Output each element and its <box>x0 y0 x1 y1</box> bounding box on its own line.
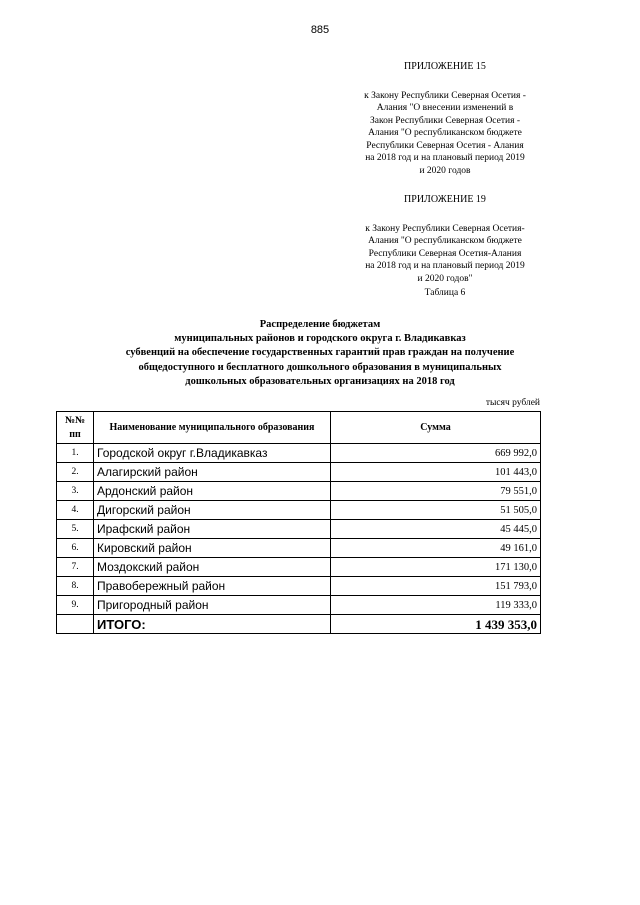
total-num-cell <box>57 615 94 634</box>
appendix-18-header <box>340 61 550 177</box>
row-name: Ардонский район <box>94 482 331 501</box>
appendix-line: Республики Северная Осетия - Алания <box>366 140 524 151</box>
appendix-heading: ПРИЛОЖЕНИЕ 19 <box>404 194 486 205</box>
table-header-row <box>57 412 541 444</box>
table-row <box>57 444 541 463</box>
distribution-table <box>56 411 541 634</box>
appendix-line: и 2020 годов <box>419 165 471 176</box>
table-row <box>57 539 541 558</box>
row-name: Городской округ г.Владикавказ <box>94 444 331 463</box>
row-name: Алагирский район <box>94 463 331 482</box>
units-label: тысяч рублей <box>485 398 540 408</box>
total-row <box>57 615 541 634</box>
appendix-line: Алания "О внесении изменений в <box>376 103 514 113</box>
appendix-line: Алания "О республиканском бюджете <box>368 236 522 246</box>
row-name: Моздокский район <box>94 558 331 577</box>
header-sum: Сумма <box>331 412 541 444</box>
row-num: 8. <box>57 577 94 596</box>
row-name: Дигорский район <box>94 501 331 520</box>
appendix-line: на 2018 год и на плановый период 2019 <box>365 153 525 163</box>
table-row <box>57 577 541 596</box>
row-num: 9. <box>57 596 94 615</box>
title-line: дошкольных образовательных организациях на 2018 год <box>185 375 455 387</box>
table-label: Таблица 6 <box>424 288 466 298</box>
row-sum: 45 445,0 <box>331 520 541 539</box>
title-line: субвенций на обеспечение государственных гарантий прав граждан на получение <box>125 347 515 359</box>
row-sum: 49 161,0 <box>331 539 541 558</box>
row-name: Пригородный район <box>94 596 331 615</box>
row-num: 6. <box>57 539 94 558</box>
header-name: Наименование муниципального образования <box>94 412 331 444</box>
row-sum: 79 551,0 <box>331 482 541 501</box>
table-row <box>57 596 541 615</box>
appendix-19-header <box>340 194 550 300</box>
row-num: 3. <box>57 482 94 501</box>
table-row <box>57 501 541 520</box>
row-name: Правобережный район <box>94 577 331 596</box>
header-num: №№ пп <box>57 412 94 444</box>
total-sum: 1 439 353,0 <box>331 615 541 634</box>
appendix-line: Республики Северная Осетия-Алания <box>368 248 522 259</box>
appendix-heading: ПРИЛОЖЕНИЕ 15 <box>404 61 486 72</box>
total-label: ИТОГО: <box>94 615 331 634</box>
title-line: муниципальных районов и городского округа г. Владикавказ <box>174 333 466 345</box>
table-row <box>57 558 541 577</box>
table-row <box>57 482 541 501</box>
table-row <box>57 463 541 482</box>
row-sum: 171 130,0 <box>331 558 541 577</box>
row-sum: 51 505,0 <box>331 501 541 520</box>
document-title <box>40 318 600 389</box>
row-sum: 101 443,0 <box>331 463 541 482</box>
appendix-line: и 2020 годов" <box>417 273 473 284</box>
row-sum: 669 992,0 <box>331 444 541 463</box>
row-name: Кировский район <box>94 539 331 558</box>
row-sum: 119 333,0 <box>331 596 541 615</box>
row-sum: 151 793,0 <box>331 577 541 596</box>
page-number: 885 <box>310 24 330 36</box>
row-num: 2. <box>57 463 94 482</box>
appendix-line: к Закону Республики Северная Осетия- <box>365 223 525 234</box>
appendix-line: к Закону Республики Северная Осетия - <box>364 90 526 101</box>
title-line: общедоступного и бесплатного дошкольного образования в муниципальных <box>138 361 502 373</box>
title-line: Распределение бюджетам <box>259 319 381 330</box>
row-name: Ирафский район <box>94 520 331 539</box>
appendix-line: Закон Республики Северная Осетия - <box>369 115 520 126</box>
row-num: 1. <box>57 444 94 463</box>
row-num: 7. <box>57 558 94 577</box>
table-row <box>57 520 541 539</box>
appendix-line: на 2018 год и на плановый период 2019 <box>365 261 525 271</box>
row-num: 4. <box>57 501 94 520</box>
appendix-line: Алания "О республиканском бюджете <box>368 128 522 138</box>
row-num: 5. <box>57 520 94 539</box>
